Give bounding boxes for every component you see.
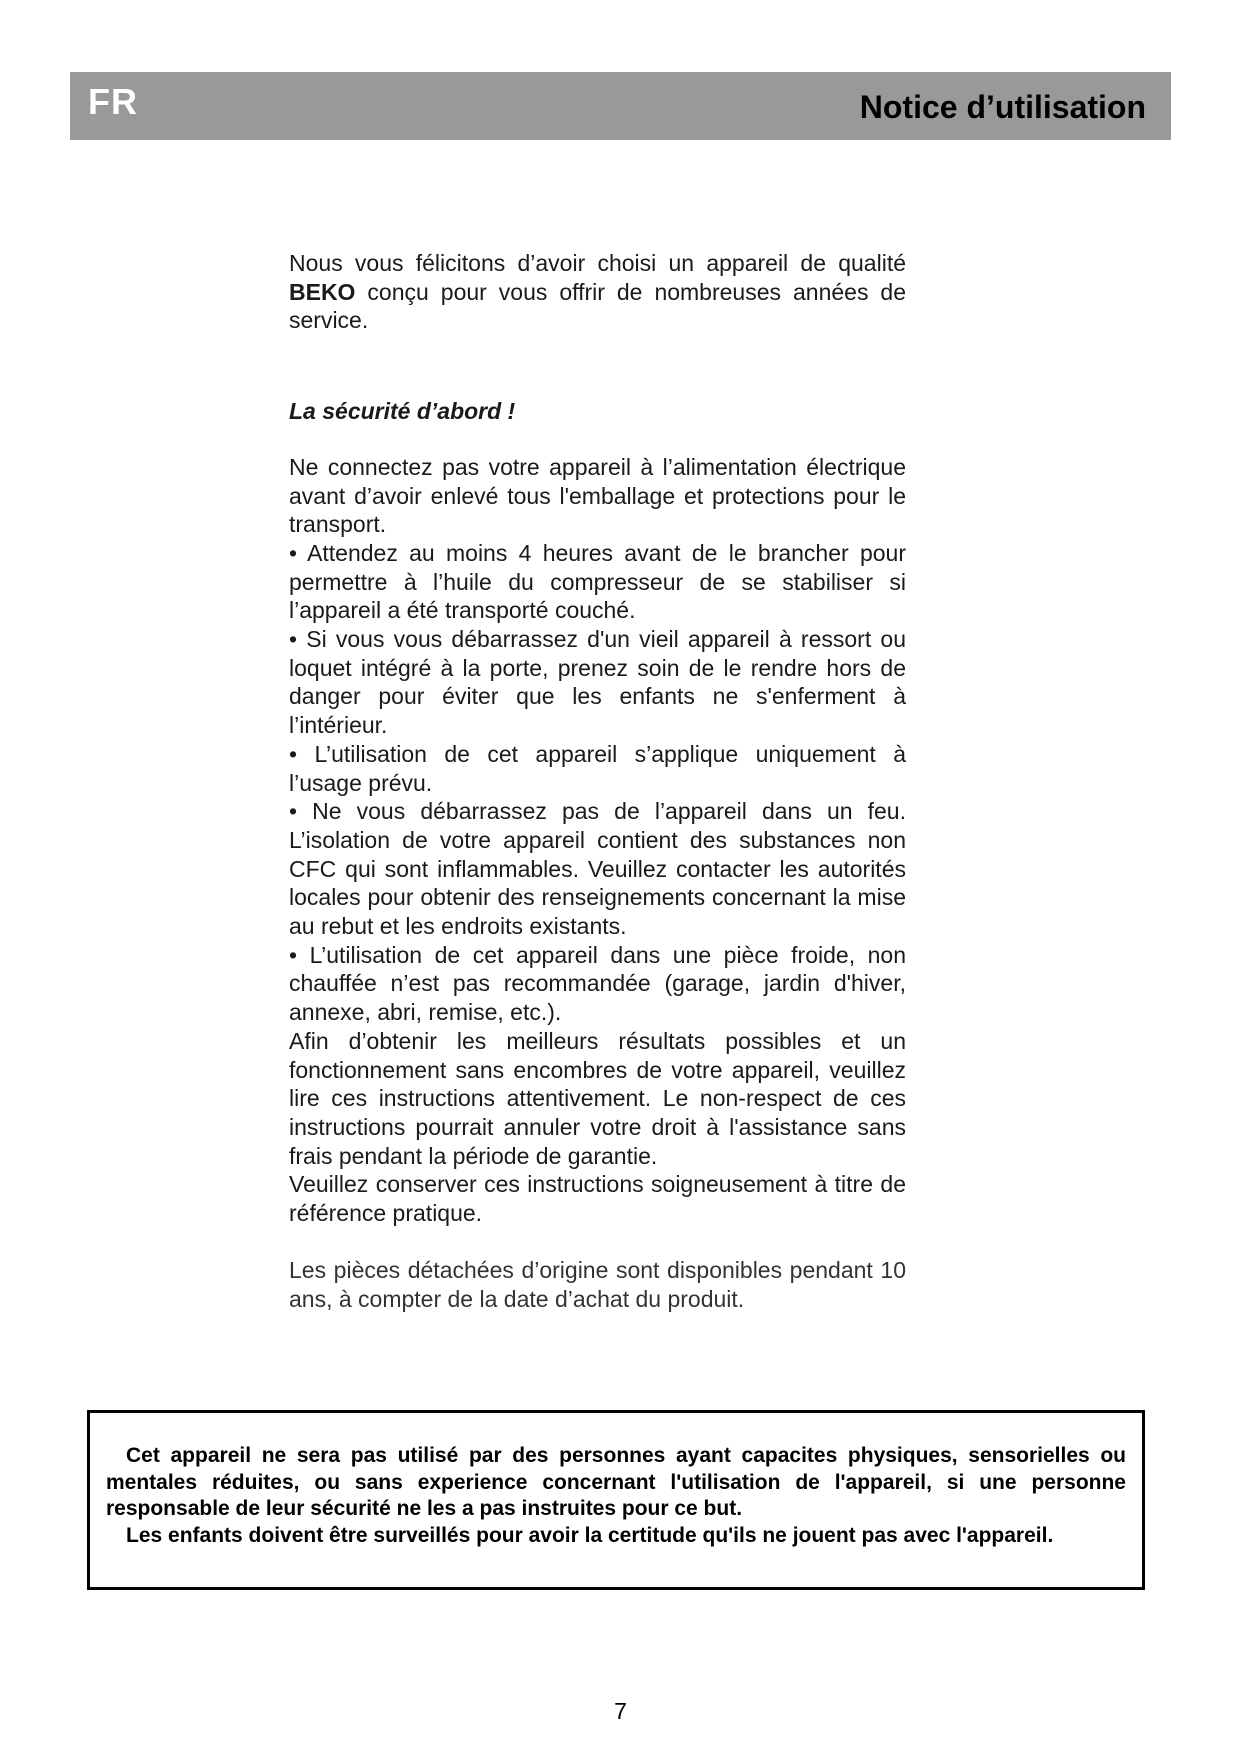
page-number: 7 bbox=[614, 1698, 627, 1724]
instructions-paragraph: Afin d’obtenir les meilleurs résultats possibles et un fonctionnement sans encombres de votre appareil, veuillez lire ces instructions attentivement. Le non-respect de ces instructions pourrait annuler votre droit à l'assistance sans frais pendant la période de garantie. bbox=[289, 1027, 906, 1169]
page-title: Notice d’utilisation bbox=[859, 89, 1146, 125]
language-code: FR bbox=[88, 81, 138, 122]
safety-bullet-intended-use: • L’utilisation de cet appareil s’applique uniquement à l’usage prévu. bbox=[289, 740, 906, 796]
keep-instructions-paragraph: Veuillez conserver ces instructions soigneusement à titre de référence pratique. bbox=[289, 1171, 906, 1227]
intro-text-end: conçu pour vous offrir de nombreuses années de service. bbox=[289, 278, 906, 334]
safety-heading: La sécurité d’abord ! bbox=[289, 398, 516, 425]
brand-name: BEKO bbox=[289, 278, 356, 305]
intro-paragraph bbox=[289, 249, 906, 335]
warning-box bbox=[87, 1410, 1145, 1590]
intro-text-start: Nous vous félicitons d’avoir choisi un appareil de qualité bbox=[289, 250, 906, 276]
safety-bullet-cold-room: • L’utilisation de cet appareil dans une pièce froide, non chauffée n’est pas recommandée (garage, jardin d'hiver, annexe, abri, remise, etc.). bbox=[289, 941, 906, 1026]
header-bar bbox=[70, 72, 1171, 140]
safety-bullet-fire: • Ne vous débarrassez pas de l’appareil dans un feu. L’isolation de votre appareil contient des substances non CFC qui sont inflammables. Veuillez contacter les autorités locales pour obtenir des renseignements concernant la mise au rebut et les endroits existants. bbox=[289, 798, 906, 940]
warning-paragraph-children: Les enfants doivent être surveillés pour avoir la certitude qu'ils ne jouent pas avec l'appareil. bbox=[126, 1523, 1054, 1547]
spare-parts-paragraph: Les pièces détachées d’origine sont disponibles pendant 10 ans, à compter de la date d’achat du produit. bbox=[289, 1256, 906, 1312]
safety-bullet-old-appliance: • Si vous vous débarrassez d'un vieil appareil à ressort ou loquet intégré à la porte, prenez soin de le rendre hors de danger pour éviter que les enfants ne s'enferment à l’intérieur. bbox=[289, 626, 906, 739]
safety-bullet-wait: • Attendez au moins 4 heures avant de le brancher pour permettre à l’huile du compresseur de se stabiliser si l’appareil a été transporté couché. bbox=[289, 539, 906, 624]
main-content bbox=[289, 249, 906, 1313]
safety-paragraph: Ne connectez pas votre appareil à l’alimentation électrique avant d’avoir enlevé tous l'emballage et protections pour le transport. bbox=[289, 453, 906, 538]
warning-paragraph-capacity: Cet appareil ne sera pas utilisé par des personnes ayant capacites physiques, sensorielles ou mentales réduites, ou sans experience concernant l'utilisation de l'appareil, si une personne responsable de leur sécurité ne les a pas instruites pour ce but. bbox=[106, 1444, 1126, 1520]
